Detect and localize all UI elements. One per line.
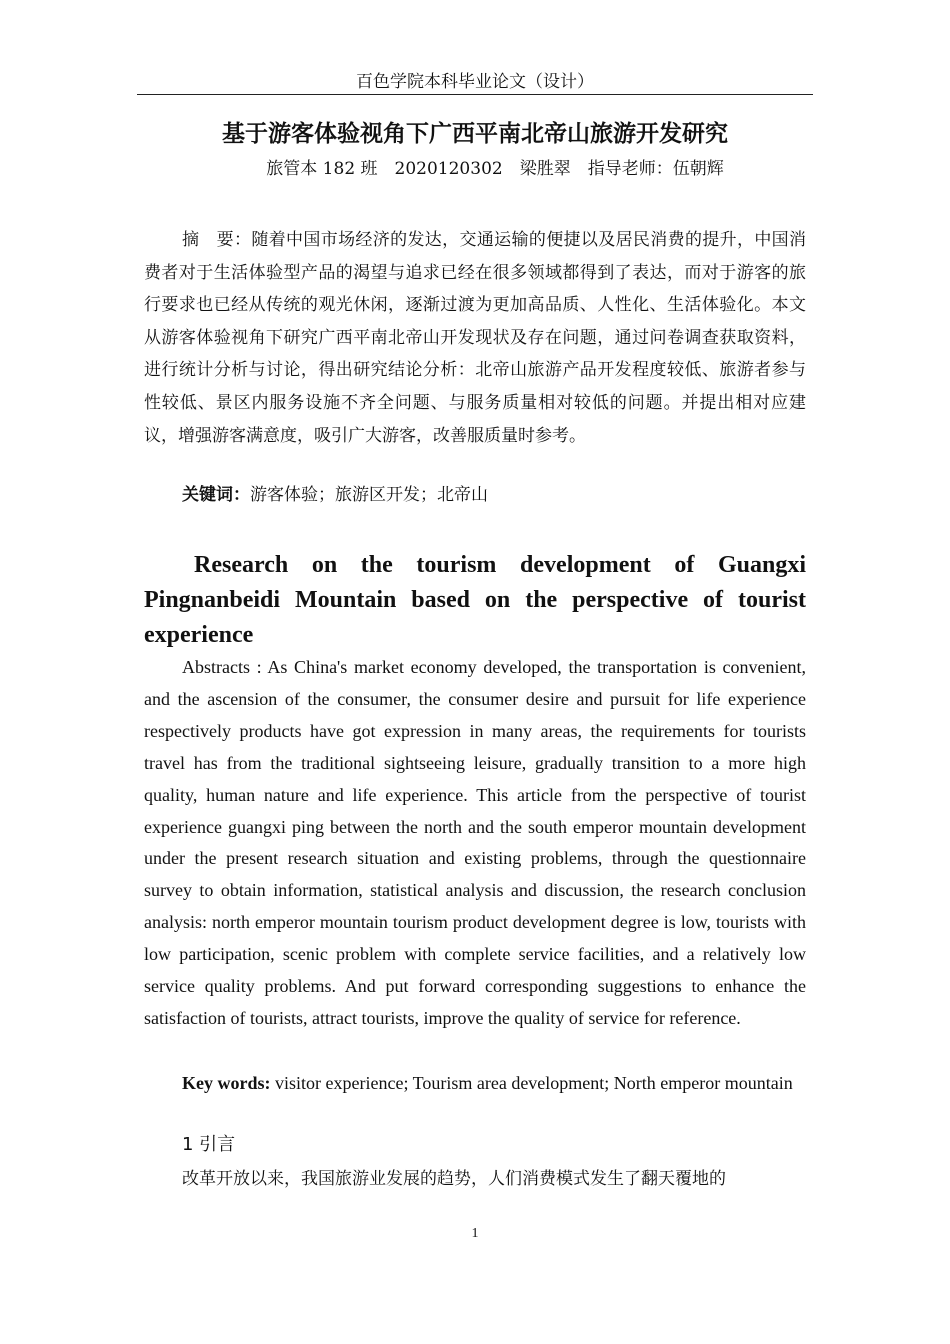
keywords-english: [144, 1067, 806, 1099]
page-number: 1: [471, 1226, 479, 1241]
abstract-chinese: 摘 要：随着中国市场经济的发达，交通运输的便捷以及居民消费的提升，中国消费者对于生活体验型产品的渴望与追求已经在很多领域都得到了表达，而对于游客的旅行要求也已经从传统的观光休闲，逐渐过渡为更加高品质、人性化、生活体验化。本文从游客体验视角下研究广西平南北帝山开发现状及存在问题，通过问卷调查获取资料，进行统计分析与讨论，得出研究结论分析：北帝山旅游产品开发程度较低、旅游者参与性较低、景区内服务设施不齐全问题、与服务质量相对较低的问题。并提出相对应建议，增强游客满意度，吸引广大游客，改善服质量时参考。: [144, 230, 806, 446]
keywords-chinese-value: 游客体验；旅游区开发；北帝山: [250, 485, 488, 505]
page-header: 百色学院本科毕业论文（设计）: [137, 70, 813, 95]
keywords-english-label: Key words:: [182, 1073, 271, 1093]
abstract-english: Abstracts : As China's market economy developed, the transportation is convenient, and the ascension of the consumer, the consumer desire and pursuit for life experience respectively products have got expression in many areas, the requirements for tourists travel has from the traditional sightseeing leisure, gradually transition to a more high quality, human nature and life experience. This article from the perspective of tourist experience guangxi ping between the north and the south emperor mountain development under the present research situation and existing problems, through the questionnaire survey to obtain information, statistical analysis and discussion, the research conclusion analysis: north emperor mountain tourism product development degree is low, tourists with low participation, scenic problem with complete service facilities, and a relatively low service quality problems. And put forward corresponding suggestions to enhance the satisfaction of tourists, attract tourists, improve the quality of service for reference.: [144, 657, 806, 1028]
paper-title-english: Research on the tourism development of Guangxi Pingnanbeidi Mountain based on the perspective of tourist experience: [144, 552, 806, 648]
keywords-chinese-label: 关键词：: [182, 485, 250, 505]
keywords-english-value: visitor experience; Tourism area development; North emperor mountain: [270, 1073, 793, 1093]
author-byline: 旅管本 182 班 2020120302 梁胜翠 指导老师：伍朝辉: [266, 159, 724, 179]
keywords-chinese: [182, 480, 806, 510]
section-heading-introduction: 1 引言: [182, 1134, 236, 1155]
paper-title-chinese: 基于游客体验视角下广西平南北帝山旅游开发研究: [222, 121, 728, 147]
introduction-paragraph: 改革开放以来，我国旅游业发展的趋势，人们消费模式发生了翻天覆地的: [182, 1169, 726, 1189]
